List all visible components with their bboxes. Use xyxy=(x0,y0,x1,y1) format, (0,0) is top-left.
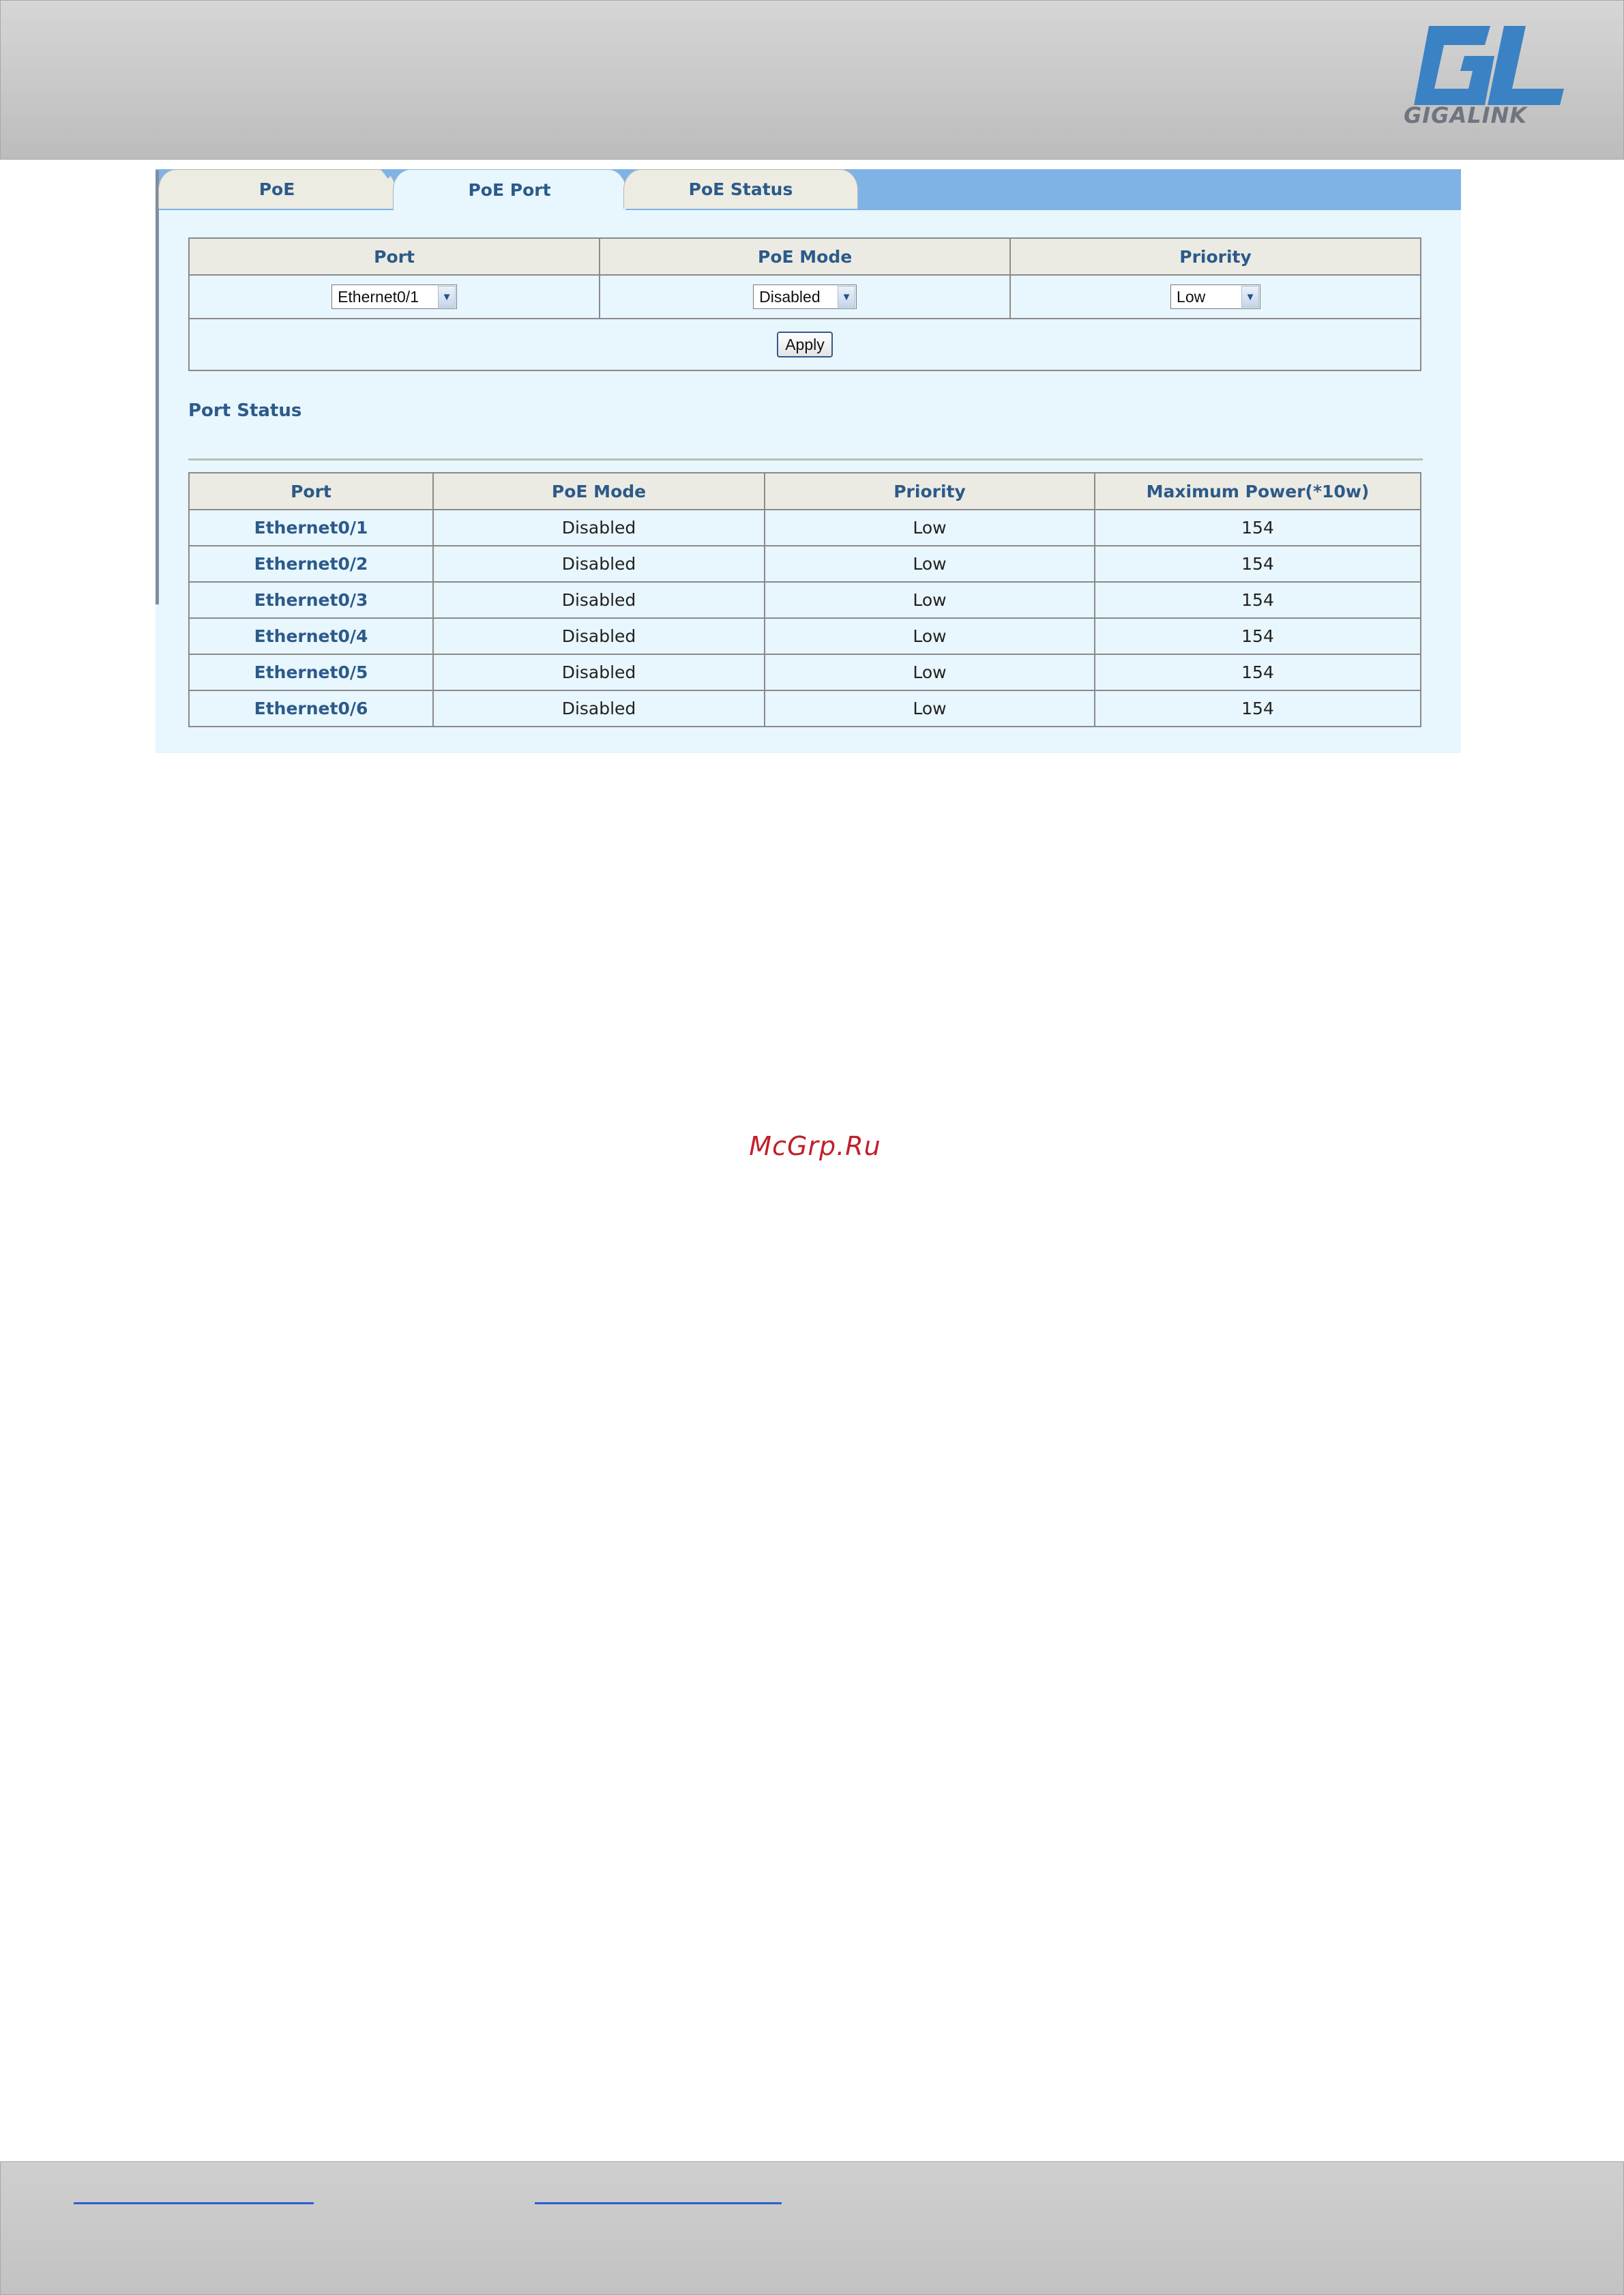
priority-cell: Low xyxy=(765,510,1095,546)
port-status-title: Port Status xyxy=(188,400,302,421)
port-select-value: Ethernet0/1 xyxy=(338,287,419,306)
apply-cell xyxy=(189,319,1421,370)
port-config-table xyxy=(188,237,1421,371)
col-max-power: Maximum Power(*10w) xyxy=(1095,473,1421,510)
power-cell: 154 xyxy=(1095,654,1421,690)
power-cell: 154 xyxy=(1095,582,1421,618)
watermark: McGrp.Ru xyxy=(749,1131,881,1161)
priority-cell: Low xyxy=(765,618,1095,654)
footer-link-underline[interactable] xyxy=(74,2202,314,2204)
apply-button[interactable]: Apply xyxy=(777,332,833,357)
priority-cell: Low xyxy=(765,690,1095,727)
port-cell: Ethernet0/1 xyxy=(189,510,433,546)
port-status-table xyxy=(188,472,1421,727)
port-cell: Ethernet0/6 xyxy=(189,690,433,727)
power-cell: 154 xyxy=(1095,510,1421,546)
col-priority: Priority xyxy=(765,473,1095,510)
port-cell: Ethernet0/3 xyxy=(189,582,433,618)
mode-cell: Disabled xyxy=(433,690,765,727)
tab-poe-status[interactable] xyxy=(623,169,858,209)
mode-cell: Disabled xyxy=(433,510,765,546)
tab-poe[interactable] xyxy=(158,169,396,209)
mode-cell: Disabled xyxy=(433,546,765,582)
tab-notch xyxy=(615,169,630,179)
port-cell: Ethernet0/4 xyxy=(189,618,433,654)
col-priority: Priority xyxy=(1010,238,1421,275)
poe-mode-select-value: Disabled xyxy=(759,287,821,306)
priority-cell: Low xyxy=(765,546,1095,582)
col-port: Port xyxy=(189,238,600,275)
port-select[interactable] xyxy=(331,284,457,309)
port-cell: Ethernet0/5 xyxy=(189,654,433,690)
table-row xyxy=(189,690,1421,727)
power-cell: 154 xyxy=(1095,546,1421,582)
col-port: Port xyxy=(189,473,433,510)
table-row xyxy=(189,582,1421,618)
table-row xyxy=(189,654,1421,690)
power-cell: 154 xyxy=(1095,618,1421,654)
chevron-down-icon[interactable]: ▼ xyxy=(438,286,456,308)
priority-select-cell xyxy=(1010,275,1421,319)
tab-notch xyxy=(381,169,396,179)
port-select-cell xyxy=(189,275,600,319)
brand-wordmark: GIGALINK xyxy=(1404,102,1528,128)
mode-select-cell xyxy=(600,275,1010,319)
tab-label: PoE Port xyxy=(468,180,551,200)
tab-label: PoE Status xyxy=(688,179,793,199)
power-cell: 154 xyxy=(1095,690,1421,727)
footer-link-underline[interactable] xyxy=(535,2202,782,2204)
mode-cell: Disabled xyxy=(433,654,765,690)
priority-select[interactable] xyxy=(1170,284,1260,309)
mode-cell: Disabled xyxy=(433,582,765,618)
port-cell: Ethernet0/2 xyxy=(189,546,433,582)
table-row xyxy=(189,618,1421,654)
chevron-down-icon[interactable]: ▼ xyxy=(1241,286,1259,308)
table-row xyxy=(189,510,1421,546)
header-band xyxy=(0,0,1624,160)
mode-cell: Disabled xyxy=(433,618,765,654)
chevron-down-icon[interactable]: ▼ xyxy=(838,286,855,308)
priority-select-value: Low xyxy=(1177,287,1206,306)
priority-cell: Low xyxy=(765,582,1095,618)
divider xyxy=(188,458,1423,461)
tab-label: PoE xyxy=(259,179,295,199)
poe-mode-select[interactable] xyxy=(753,284,857,309)
priority-cell: Low xyxy=(765,654,1095,690)
panel-border xyxy=(156,171,159,604)
col-poe-mode: PoE Mode xyxy=(433,473,765,510)
col-poe-mode: PoE Mode xyxy=(600,238,1010,275)
tab-poe-port[interactable] xyxy=(393,169,626,210)
table-row xyxy=(189,546,1421,582)
footer-band xyxy=(0,2161,1624,2295)
